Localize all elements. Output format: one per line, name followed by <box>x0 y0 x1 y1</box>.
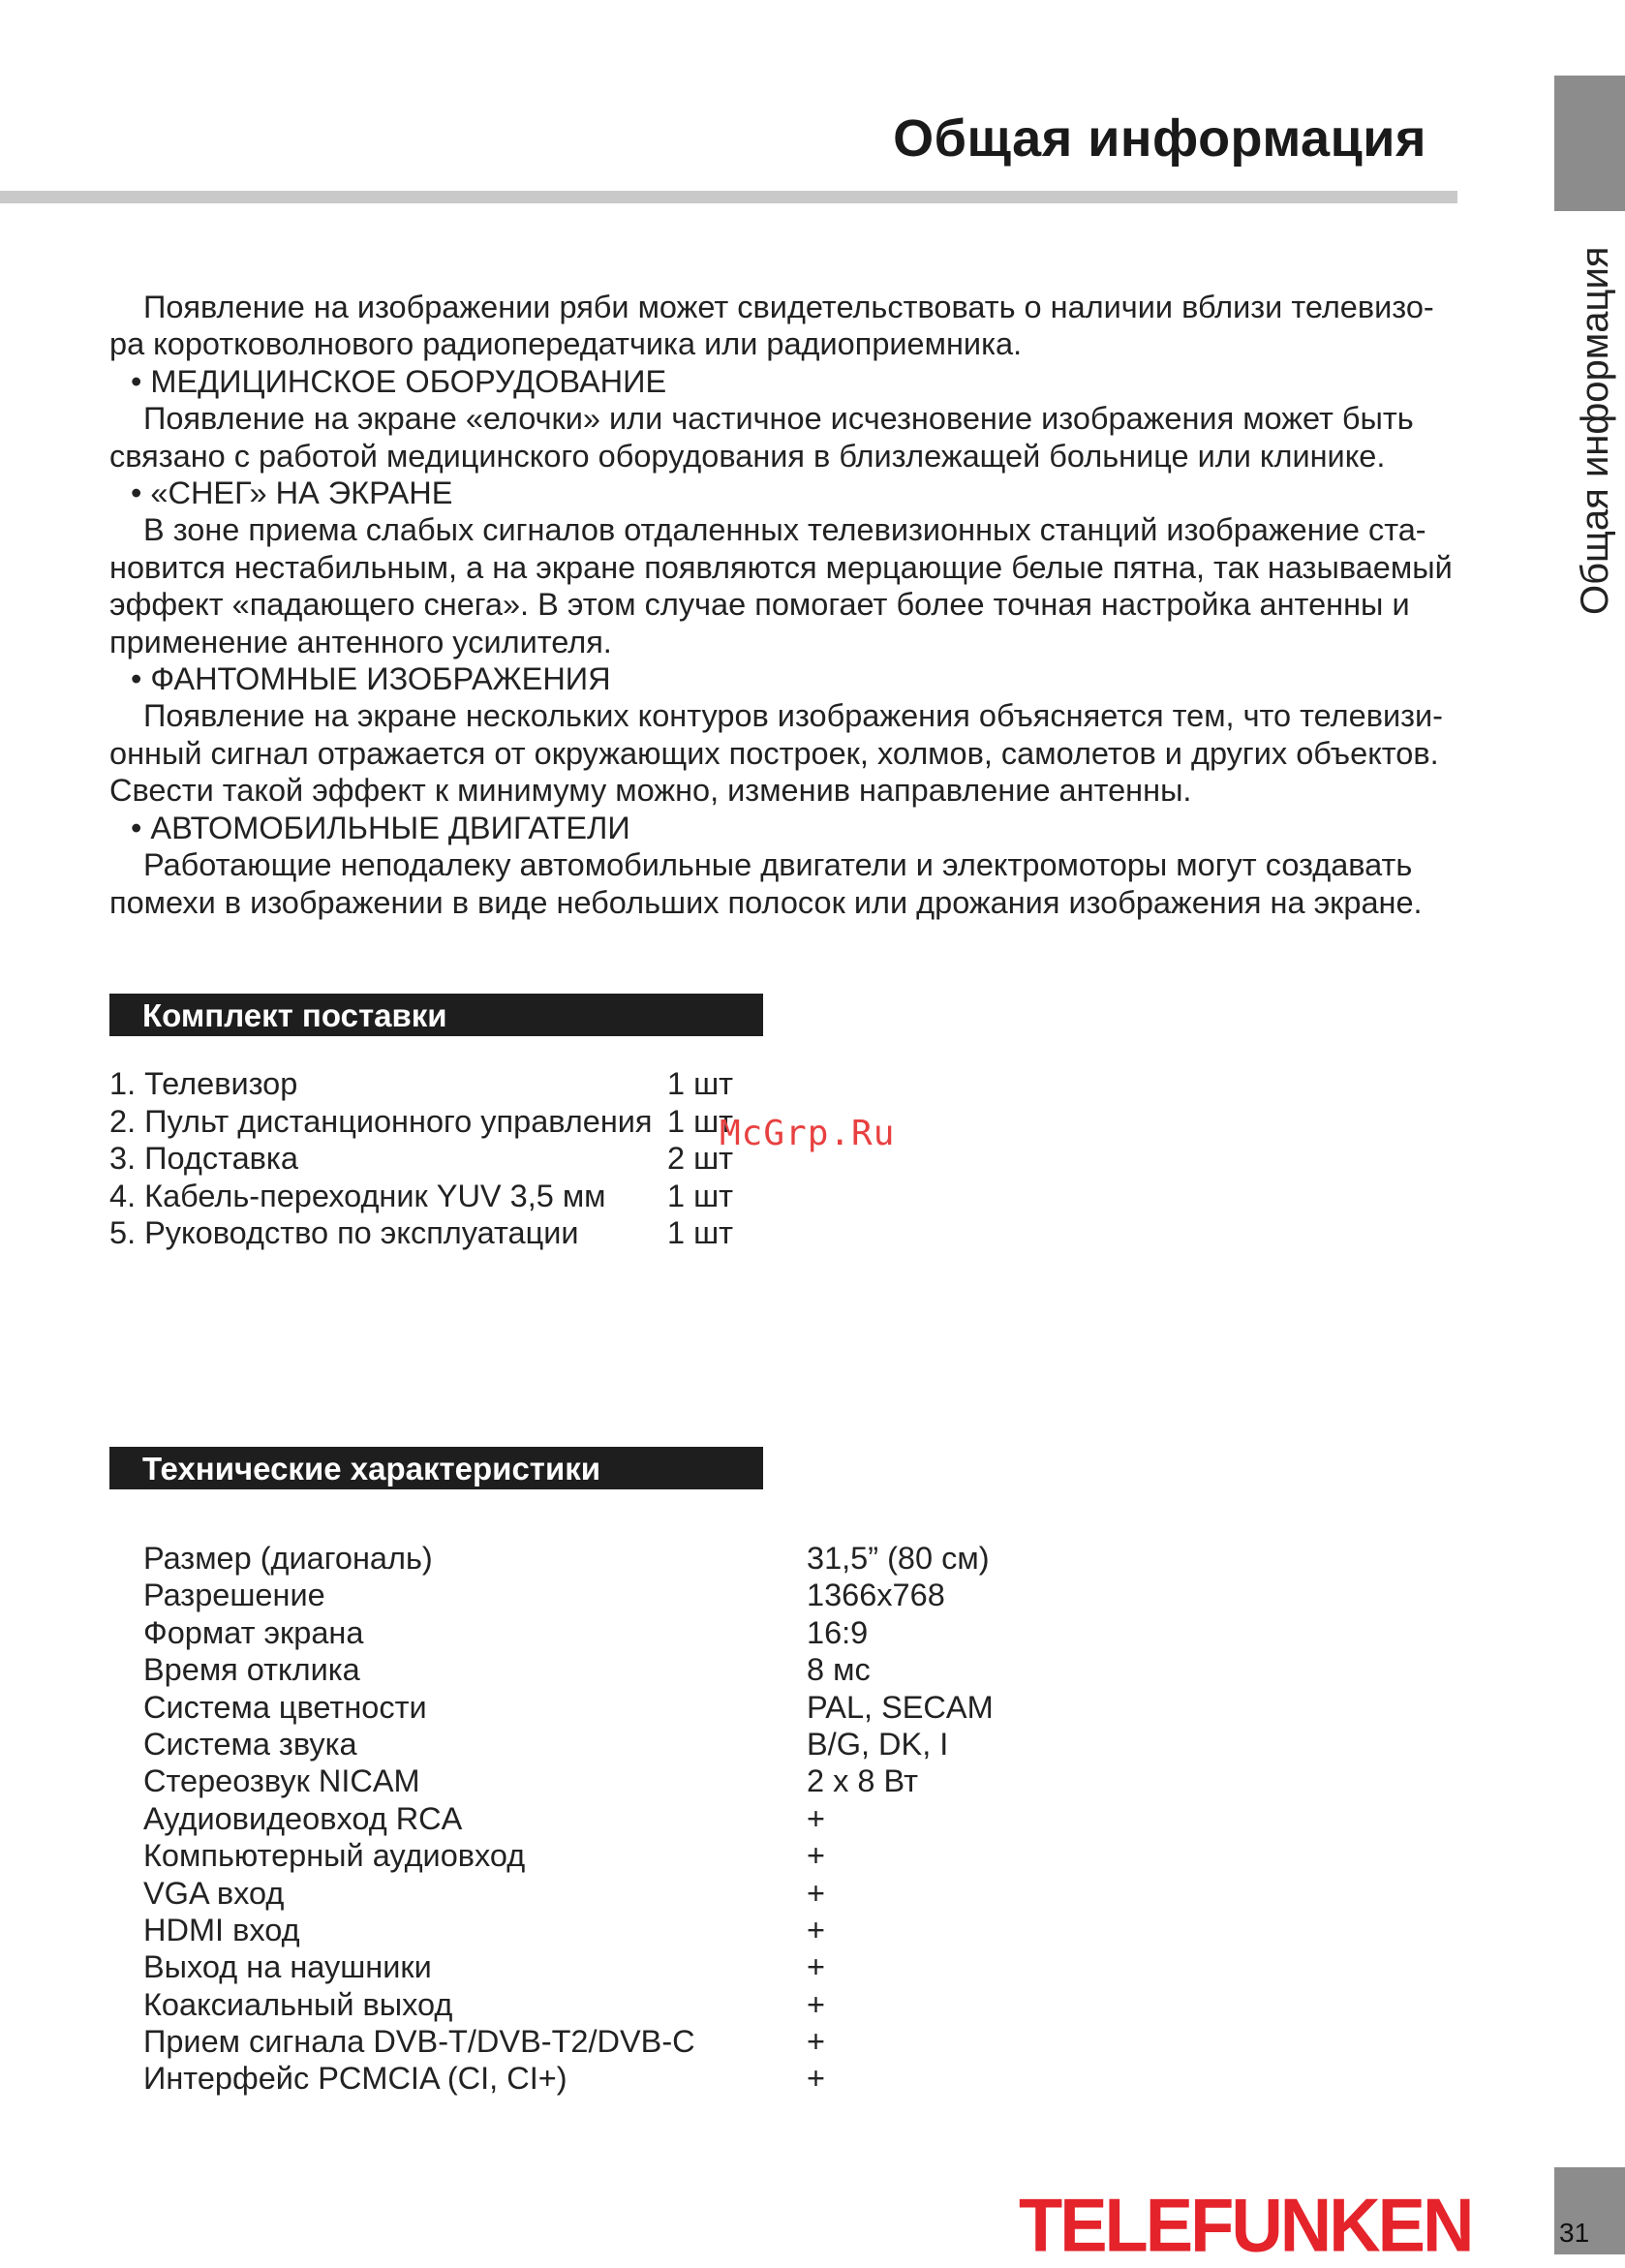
spec-row <box>143 2060 1112 2097</box>
spec-value: + <box>807 1875 825 1911</box>
spec-row <box>143 1948 1112 1985</box>
body-text <box>109 289 1465 921</box>
spec-label: Интерфейс PCMCIA (CI, CI+) <box>143 2061 567 2097</box>
paragraph: Появление на изображении ряби может свидетельствовать о наличии вблизи телевизо-ра коротковолнового радиопередатчика или радиоприемника. <box>109 290 1434 362</box>
kit-item <box>109 1214 787 1252</box>
spec-label: Аудиовидеовход RCA <box>143 1800 463 1836</box>
spec-label: Стереозвук NICAM <box>143 1763 420 1799</box>
spec-label: HDMI вход <box>143 1912 300 1947</box>
spec-value: 16:9 <box>807 1614 869 1650</box>
kit-item-qty: 1 шт <box>667 1103 734 1139</box>
kit-item-name: 3. Подставка <box>109 1141 298 1176</box>
bullet-heading: • «СНЕГ» НА ЭКРАНЕ <box>131 475 453 511</box>
spec-label: Система звука <box>143 1726 357 1762</box>
bullet-heading: • МЕДИЦИНСКОЕ ОБОРУДОВАНИЕ <box>131 363 667 399</box>
kit-heading: Комплект поставки <box>109 994 763 1036</box>
spec-value: + <box>807 2061 825 2097</box>
kit-item-qty: 1 шт <box>667 1178 734 1213</box>
paragraph: Работающие неподалеку автомобильные двигатели и электромоторы могут создавать помехи в изображении в виде небольших полосок или дрожания изображения на экране. <box>109 847 1423 920</box>
spec-value: + <box>807 2024 825 2060</box>
spec-value: + <box>807 1912 825 1947</box>
kit-item <box>109 1065 787 1103</box>
spec-row <box>143 1837 1112 1874</box>
watermark: McGrp.Ru <box>720 1114 896 1153</box>
spec-row <box>143 1651 1112 1688</box>
spec-row <box>143 1614 1112 1651</box>
spec-value: + <box>807 1986 825 2022</box>
paragraph: Появление на экране «елочки» или частичное исчезновение изображения может быть связано с работой медицинского оборудования в близлежащей больнице или клинике. <box>109 401 1414 474</box>
side-tab <box>1554 76 1625 211</box>
spec-value: 1366x768 <box>807 1578 945 1613</box>
spec-row <box>143 1762 1112 1799</box>
kit-item <box>109 1140 787 1178</box>
specs-heading: Технические характеристики <box>109 1447 763 1489</box>
spec-value: + <box>807 1838 825 1874</box>
spec-label: Компьютерный аудиовход <box>143 1838 526 1874</box>
spec-label: VGA вход <box>143 1875 285 1911</box>
kit-item <box>109 1103 787 1141</box>
spec-row <box>143 2023 1112 2060</box>
spec-value: PAL, SECAM <box>807 1689 994 1725</box>
spec-value: B/G, DK, I <box>807 1726 949 1762</box>
bullet-heading: • ФАНТОМНЫЕ ИЗОБРАЖЕНИЯ <box>131 661 611 697</box>
spec-row <box>143 1800 1112 1837</box>
paragraph: Появление на экране нескольких контуров изображения объясняется тем, что телевизи-онный сигнал отражается от окружающих построек, холмов, самолетов и других объектов. Свести такой эффект к минимуму можно, изменив направление антенны. <box>109 698 1444 809</box>
spec-value: + <box>807 1800 825 1836</box>
spec-value: 31,5” (80 см) <box>807 1541 990 1576</box>
spec-row <box>143 1986 1112 2023</box>
specs-list <box>143 1540 1112 2098</box>
title-rule <box>0 191 1457 203</box>
kit-item-qty: 2 шт <box>667 1141 734 1176</box>
kit-item-name: 5. Руководство по эксплуатации <box>109 1215 579 1250</box>
spec-label: Прием сигнала DVB-T/DVB-T2/DVB-C <box>143 2024 695 2060</box>
page-number: 31 <box>1559 2218 1590 2248</box>
spec-label: Система цветности <box>143 1689 427 1725</box>
spec-label: Коаксиальный выход <box>143 1986 453 2022</box>
spec-value: 2 x 8 Вт <box>807 1763 918 1799</box>
spec-label: Время отклика <box>143 1652 360 1688</box>
kit-item <box>109 1178 787 1215</box>
kit-item-name: 2. Пульт дистанционного управления <box>109 1103 653 1139</box>
side-section-label: Общая информация <box>1574 246 1616 615</box>
kit-item-name: 4. Кабель-переходник YUV 3,5 мм <box>109 1178 606 1213</box>
bullet-heading: • АВТОМОБИЛЬНЫЕ ДВИГАТЕЛИ <box>131 810 630 845</box>
spec-label: Разрешение <box>143 1578 325 1613</box>
paragraph: В зоне приема слабых сигналов отдаленных телевизионных станций изображение ста-новится нестабильным, а на экране появляются мерцающие белые пятна, так называемый эффект «падающего снега». В этом случае помогает более точная настройка антенны и применение антенного усилителя. <box>109 512 1453 659</box>
kit-item-qty: 1 шт <box>667 1215 734 1250</box>
page-title: Общая информация <box>893 109 1426 168</box>
kit-item-qty: 1 шт <box>667 1066 734 1101</box>
spec-label: Формат экрана <box>143 1614 364 1650</box>
spec-label: Выход на наушники <box>143 1949 432 1985</box>
brand-logo: TELEFUNKEN <box>1019 2182 1472 2268</box>
spec-row <box>143 1689 1112 1726</box>
spec-value: + <box>807 1949 825 1985</box>
spec-row <box>143 1912 1112 1948</box>
spec-value: 8 мс <box>807 1652 871 1688</box>
kit-list <box>109 1065 787 1252</box>
spec-row <box>143 1875 1112 1912</box>
spec-row <box>143 1577 1112 1613</box>
kit-item-name: 1. Телевизор <box>109 1066 298 1101</box>
spec-row <box>143 1726 1112 1762</box>
spec-row <box>143 1540 1112 1577</box>
spec-label: Размер (диагональ) <box>143 1541 433 1576</box>
